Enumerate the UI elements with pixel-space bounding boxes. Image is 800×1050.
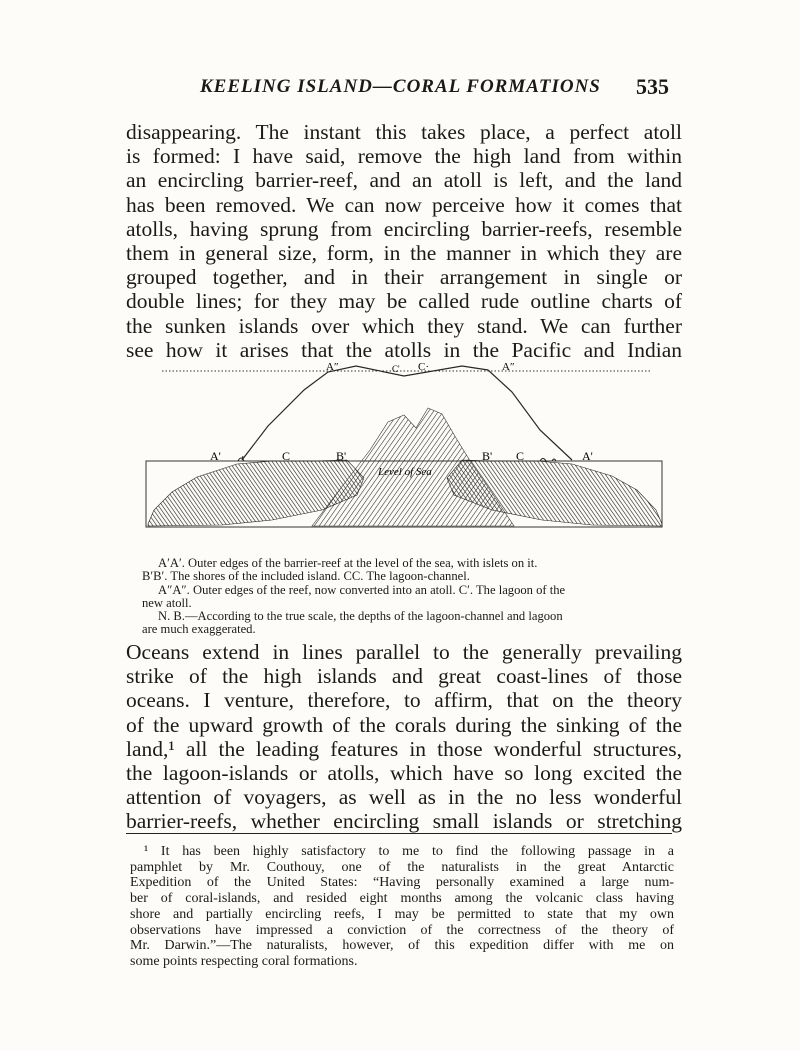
label-c-prime-right: C· bbox=[418, 361, 429, 373]
text-line: an encircling barrier-reef, and an atoll is left, and the land bbox=[126, 168, 682, 193]
footnote bbox=[130, 844, 674, 970]
label-level-of-sea: Level of Sea bbox=[378, 466, 432, 478]
text-line: atolls, having sprung from encircling barrier-reefs, resemble bbox=[126, 216, 682, 241]
text-line: land,¹ all the leading features in those wonderful structures, bbox=[126, 736, 682, 761]
text-line: double lines; for they may be called rude outline charts of bbox=[126, 289, 682, 314]
label-c-left: C bbox=[282, 449, 291, 463]
text-line: the sunken islands over which they stand. We can further bbox=[126, 313, 682, 338]
label-c-prime-left: C' bbox=[392, 364, 400, 374]
text-line: attention of voyagers, as well as in the no less wonderful bbox=[126, 785, 682, 810]
text-line: barrier-reefs, whether encircling small islands or stretching bbox=[126, 809, 682, 834]
footnote-line: some points respecting coral formations. bbox=[130, 953, 358, 969]
label-c-right: C bbox=[516, 449, 525, 463]
text-line: has been removed. We can now perceive how it comes that bbox=[126, 192, 682, 217]
text-line: of the upward growth of the corals during the sinking of the bbox=[126, 712, 682, 737]
atoll-formation-diagram bbox=[142, 360, 670, 550]
text-line: strike of the high islands and great coast-lines of those bbox=[126, 664, 682, 689]
caption-line: are much exaggerated. bbox=[142, 622, 256, 637]
footnote-line: pamphlet by Mr. Couthouy, one of the naturalists in the great Antarctic bbox=[130, 859, 674, 875]
label-a-prime-right: A' bbox=[582, 449, 593, 463]
text-line: grouped together, and in their arrangement in single or bbox=[126, 265, 682, 290]
text-line: the lagoon-islands or atolls, which have so long excited the bbox=[126, 761, 682, 786]
footnote-line: Expedition of the United States: “Having personally examined a large num- bbox=[130, 875, 674, 891]
text-line: Oceans extend in lines parallel to the generally prevailing bbox=[126, 640, 682, 664]
caption-line: A″A″. Outer edges of the reef, now converted into an atoll. C′. The lagoon of the bbox=[158, 582, 566, 597]
label-b-prime-left: B' bbox=[336, 449, 347, 463]
caption-line: new atoll. bbox=[142, 595, 192, 610]
paragraph-1 bbox=[126, 120, 682, 362]
label-a-prime-left: A' bbox=[210, 449, 221, 463]
footnote-line: observations have impressed a conviction of the correctness of the theory of bbox=[130, 922, 674, 938]
paragraph-2 bbox=[126, 640, 682, 834]
footnote-line: ber of coral-islands, and resided eight months among the volcanic class having bbox=[130, 891, 674, 907]
caption-line: A′A′. Outer edges of the barrier-reef at the level of the sea, with islets on it. bbox=[158, 556, 538, 570]
label-a-double-prime-right: A″ bbox=[502, 361, 515, 373]
running-title: KEELING ISLAND—CORAL FORMATIONS bbox=[200, 76, 601, 97]
label-b-prime-right: B' bbox=[482, 449, 493, 463]
text-line: is formed: I have said, remove the high land from within bbox=[126, 144, 682, 169]
caption-line: N. B.—According to the true scale, the depths of the lagoon-channel and lagoon bbox=[158, 609, 563, 624]
text-line: oceans. I venture, therefore, to affirm, that on the theory bbox=[126, 688, 682, 713]
page-number: 535 bbox=[636, 74, 669, 99]
label-a-double-prime-left: A″ bbox=[326, 361, 339, 373]
footnote-line: shore and partially encircling reefs, I may be permitted to state that my own bbox=[130, 906, 674, 922]
text-line: see how it arises that the atolls in the Pacific and Indian bbox=[126, 337, 682, 362]
text-line: them in general size, form, in the manner in which they are bbox=[126, 241, 682, 266]
figure-caption bbox=[142, 557, 682, 637]
text-line: disappearing. The instant this takes place, a perfect atoll bbox=[126, 120, 682, 144]
footnote-divider bbox=[126, 833, 672, 834]
caption-line: B′B′. The shores of the included island. CC. The lagoon-channel. bbox=[142, 569, 470, 584]
footnote-line: ¹ It has been highly satisfactory to me to find the following passage in a bbox=[144, 844, 674, 859]
footnote-line: Mr. Darwin.”—The naturalists, however, of this expedition differ with me on bbox=[130, 938, 674, 954]
